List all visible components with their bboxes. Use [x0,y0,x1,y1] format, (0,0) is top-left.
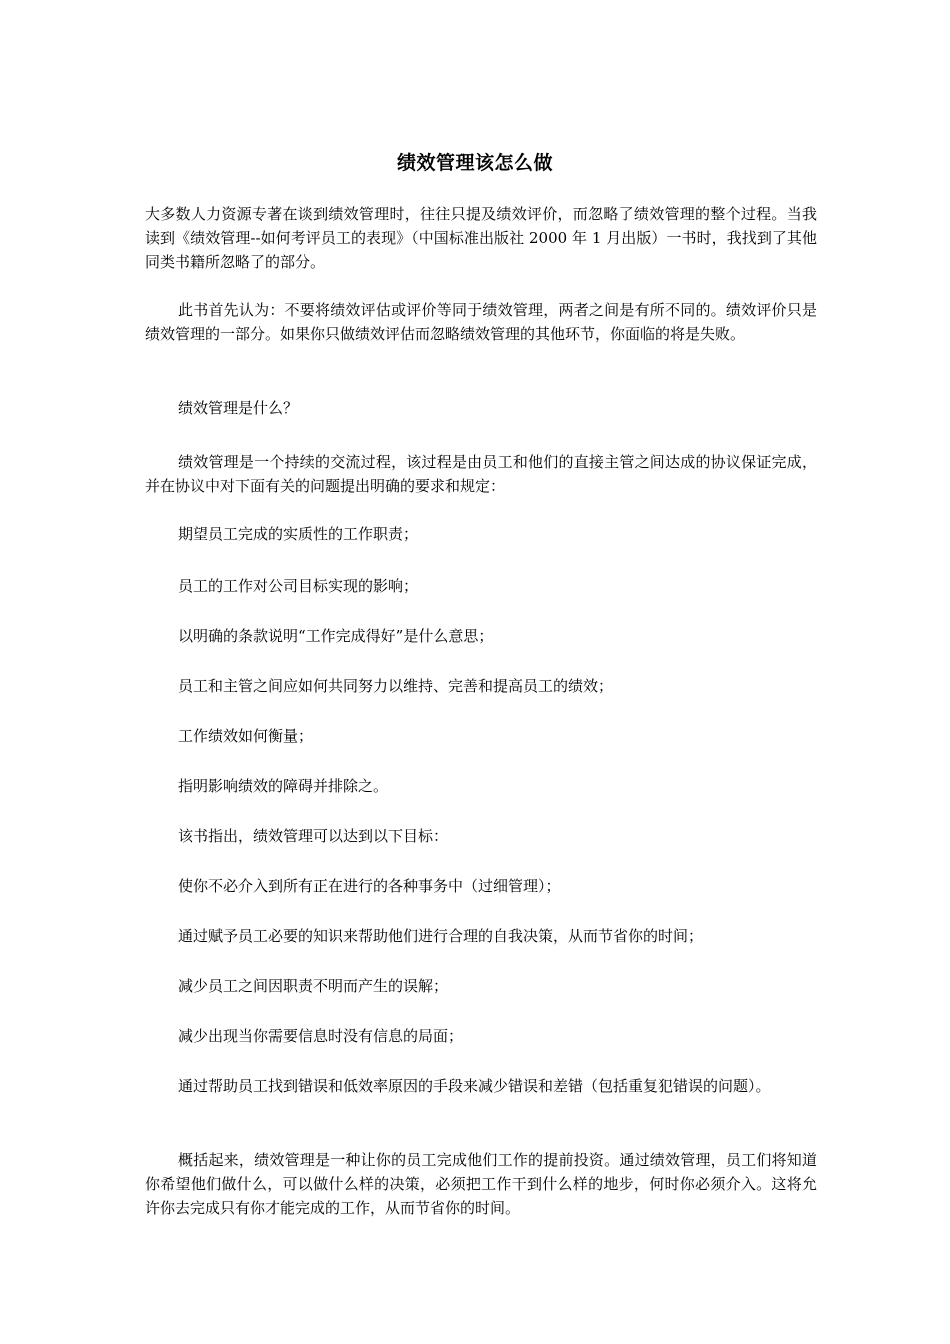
list-item-misunderstanding: 减少员工之间因职责不明而产生的误解； [178,977,449,995]
paragraph-summary: 概括起来，绩效管理是一种让你的员工完成他们工作的提前投资。通过绩效管理，员工们将知道你希望他们做什么，可以做什么样的决策，必须把工作干到什么样的地步，何时你必须介入。这将允许你去完成只有你才能完成的工作，从而节省你的时间。 [145,1151,817,1217]
paragraph-definition: 绩效管理是一个持续的交流过程，该过程是由员工和他们的直接主管之间达成的协议保证完成，并在协议中对下面有关的问题提出明确的要求和规定： [145,453,817,495]
list-item-information: 减少出现当你需要信息时没有信息的局面； [178,1027,464,1045]
paragraph-premise: 此书首先认为：不要将绩效评估或评价等同于绩效管理，两者之间是有所不同的。绩效评价只是绩效管理的一部分。如果你只做绩效评估而忽略绩效管理的其他环节，你面临的将是失败。 [145,301,817,343]
list-item-definition-of-good: 以明确的条款说明“工作完成得好”是什么意思； [178,627,494,645]
list-item-measurement: 工作绩效如何衡量； [178,727,314,745]
list-item-impact: 员工的工作对公司目标实现的影响； [178,577,419,595]
list-item-cooperation: 员工和主管之间应如何共同努力以维持、完善和提高员工的绩效； [178,677,614,695]
list-item-self-decision: 通过赋予员工必要的知识来帮助他们进行合理的自我决策，从而节省你的时间； [178,927,704,945]
paragraph-goals-intro: 该书指出，绩效管理可以达到以下目标： [178,827,449,845]
list-item-micromanagement: 使你不必介入到所有正在进行的各种事务中（过细管理）； [178,877,561,895]
paragraph-intro: 大多数人力资源专著在谈到绩效管理时，往往只提及绩效评价，而忽略了绩效管理的整个过程。当我读到《绩效管理--如何考评员工的表现》（中国标准出版社 2000 年 1 月出版）一书时，我找到了其他同类书籍所忽略了的部分。 [145,205,817,271]
paragraph-question: 绩效管理是什么？ [178,399,299,417]
list-item-errors: 通过帮助员工找到错误和低效率原因的手段来减少错误和差错（包括重复犯错误的问题）。 [178,1077,771,1095]
document-title: 绩效管理该怎么做 [396,152,553,174]
list-item-obstacles: 指明影响绩效的障碍并排除之。 [178,777,389,795]
list-item-duties: 期望员工完成的实质性的工作职责； [178,525,419,543]
